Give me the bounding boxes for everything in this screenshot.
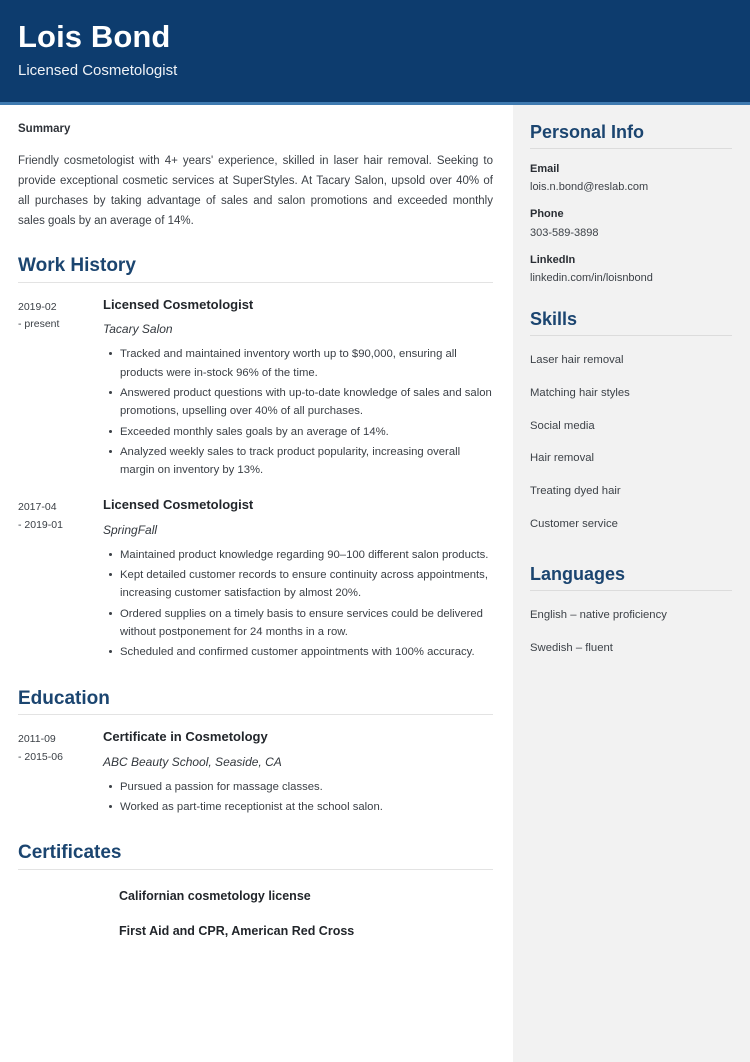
- entry-role-title: Licensed Cosmetologist: [103, 297, 254, 313]
- entry-role-title: Licensed Cosmetologist: [103, 497, 254, 513]
- entry-bullet-list: [103, 546, 493, 662]
- candidate-name: Lois Bond: [18, 19, 171, 54]
- contact-label: LinkedIn: [530, 253, 576, 266]
- entry-bullet: Analyzed weekly sales to track product popularity, increasing overall margin on inventory by 13%.: [120, 443, 493, 480]
- contact-value[interactable]: 303-589-3898: [530, 226, 599, 239]
- skill-item: Hair removal: [530, 452, 595, 465]
- entry-bullet: Answered product questions with up-to-date knowledge of sales and salon promotions, upselling over 40% of all purchases.: [120, 384, 493, 421]
- resume-header: [0, 0, 750, 105]
- languages-heading: Languages: [530, 564, 732, 591]
- summary-section: [18, 123, 493, 231]
- contact-item: [530, 207, 732, 240]
- contact-item: [530, 162, 732, 195]
- contact-value[interactable]: lois.n.bond@reslab.com: [530, 180, 649, 193]
- skill-item: Laser hair removal: [530, 354, 624, 367]
- entry-bullet: Worked as part-time receptionist at the school salon.: [120, 798, 493, 816]
- entry-organization: ABC Beauty School, Seaside, CA: [103, 754, 282, 769]
- contact-value[interactable]: linkedin.com/in/loisnbond: [530, 272, 653, 285]
- entry-bullet: Scheduled and confirmed customer appointments with 100% accuracy.: [120, 643, 493, 661]
- entry-date-range: 2011-09 - 2015-06: [18, 733, 63, 763]
- certificates-heading: Certificates: [18, 842, 493, 870]
- experience-entry: [18, 297, 493, 481]
- entry-bullet-list: [103, 778, 493, 817]
- entry-bullet: Exceeded monthly sales goals by an average of 14%.: [120, 423, 493, 441]
- entry-body: [103, 729, 493, 818]
- skills-section: [530, 309, 732, 540]
- language-item: English – native proficiency: [530, 608, 667, 621]
- skill-item: Treating dyed hair: [530, 484, 621, 497]
- languages-list: [530, 599, 732, 664]
- sidebar-column: [513, 105, 750, 1062]
- main-column: [0, 105, 513, 1062]
- languages-section: [530, 564, 732, 664]
- entry-role-title: Certificate in Cosmetology: [103, 729, 268, 745]
- contact-label: Phone: [530, 208, 564, 221]
- experience-entry: [18, 497, 493, 663]
- skill-item: Social media: [530, 419, 595, 432]
- certificate-list: [18, 888, 493, 940]
- skill-item: Matching hair styles: [530, 386, 630, 399]
- entry-organization: SpringFall: [103, 522, 158, 537]
- entry-bullet: Pursued a passion for massage classes.: [120, 778, 493, 796]
- skills-heading: Skills: [530, 309, 732, 336]
- entry-body: [103, 497, 493, 663]
- candidate-job-title: Licensed Cosmetologist: [18, 61, 178, 79]
- entry-bullet-list: [103, 345, 493, 479]
- work-history-entries: [18, 297, 493, 663]
- education-section: [18, 688, 493, 819]
- education-heading: Education: [18, 688, 493, 716]
- entry-bullet: Kept detailed customer records to ensure continuity across appointments, increasing customer satisfaction by almost 20%.: [120, 566, 493, 603]
- certificate-item: Californian cosmetology license: [119, 889, 311, 904]
- entry-bullet: Ordered supplies on a timely basis to ensure services could be delivered without postponement for 24 months in a row.: [120, 605, 493, 642]
- certificates-section: [18, 842, 493, 939]
- summary-heading: Summary: [18, 123, 71, 135]
- header-content: [0, 0, 750, 79]
- entry-bullet: Tracked and maintained inventory worth up to $90,000, ensuring all products were in-stock 96% of the time.: [120, 345, 493, 382]
- skills-list: [530, 344, 732, 540]
- entry-date-range: 2019-02 - present: [18, 301, 60, 331]
- contact-list: [530, 162, 732, 286]
- entry-date-range: 2017-04 - 2019-01: [18, 501, 63, 531]
- entry-body: [103, 297, 493, 481]
- personal-info-section: [530, 122, 732, 285]
- skill-item: Customer service: [530, 517, 618, 530]
- contact-label: Email: [530, 162, 560, 175]
- language-item: Swedish – fluent: [530, 641, 613, 654]
- entry-bullet: Maintained product knowledge regarding 90–100 different salon products.: [120, 546, 493, 564]
- certificate-item: First Aid and CPR, American Red Cross: [119, 924, 355, 939]
- experience-entry: [18, 729, 493, 818]
- education-entries: [18, 729, 493, 818]
- summary-text: Friendly cosmetologist with 4+ years' experience, skilled in laser hair removal. Seeking to provide exceptional cosmetic services at SuperStyles. At Tacary Salon, upsold over 40% of all purchases by taking advantage of sales and salon promotions and exceeded monthly sales goals by an average of 14%.: [18, 154, 493, 228]
- work-history-section: [18, 255, 493, 663]
- work-history-heading: Work History: [18, 255, 493, 283]
- contact-item: [530, 253, 732, 286]
- entry-organization: Tacary Salon: [103, 322, 173, 337]
- personal-info-heading: Personal Info: [530, 122, 732, 149]
